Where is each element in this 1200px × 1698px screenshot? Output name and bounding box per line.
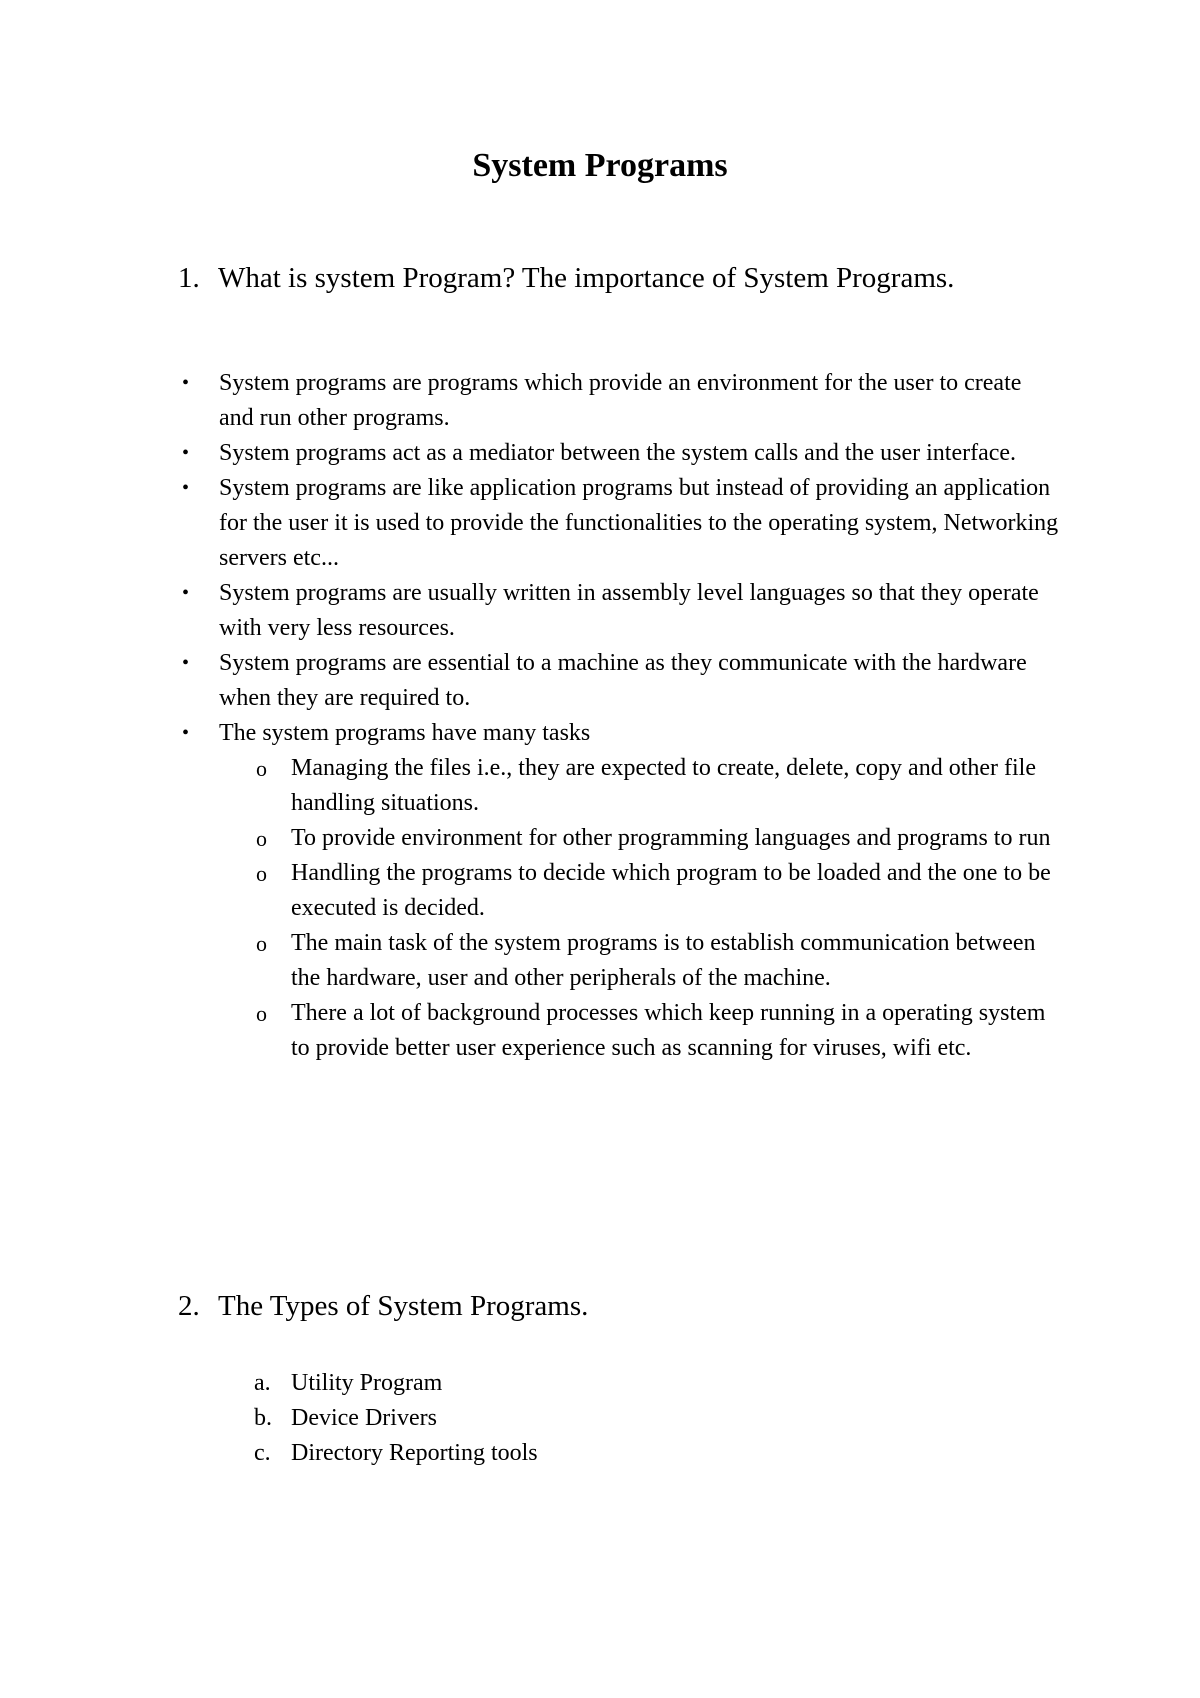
bullet-text: The system programs have many tasks [219, 720, 591, 746]
document-title: System Programs [472, 147, 728, 184]
bullet-marker: • [182, 582, 190, 604]
sub-bullet-marker: o [256, 1001, 267, 1026]
lettered-item [0, 1366, 991, 1401]
section-2-number: 2. [178, 1290, 200, 1322]
section-1-heading-text: What is system Program? The importance of System Programs. [218, 262, 955, 294]
sub-bullet-marker: o [256, 756, 267, 781]
bullet-marker: • [182, 652, 190, 674]
sub-bullet-marker: o [256, 826, 267, 851]
sub-bullet-text: The main task of the system programs is to establish communication between the hardware, user and other peripherals of the machine. [291, 930, 1036, 991]
bullet-marker: • [182, 442, 190, 464]
sub-bullet-item [219, 856, 1051, 926]
bullet-item [0, 576, 1059, 646]
item-letter: c. [254, 1440, 271, 1466]
lettered-item [0, 1401, 991, 1436]
sub-bullet-text: There a lot of background processes which keep running in a operating system to provide better user experience such as scanning for viruses, wifi etc. [291, 1000, 1046, 1061]
item-text: Directory Reporting tools [291, 1440, 538, 1466]
bullet-text: System programs are programs which provide an environment for the user to create and run other programs. [219, 370, 1022, 431]
section-2-heading-text: The Types of System Programs. [218, 1290, 589, 1322]
sub-bullet-marker: o [256, 861, 267, 886]
bullet-item [0, 471, 1059, 576]
sub-bullet-item [219, 821, 1051, 856]
types-lettered-list [0, 1366, 1200, 1471]
item-letter: a. [254, 1370, 271, 1396]
sub-bullet-marker: o [256, 931, 267, 956]
bullet-text: System programs act as a mediator between the system calls and the user interface. [219, 440, 1017, 466]
sub-bullet-item [219, 751, 1051, 821]
bullet-item [0, 436, 1059, 471]
sub-bullet-text: To provide environment for other programming languages and programs to run [291, 825, 1051, 851]
tasks-sub-list [219, 751, 1059, 1066]
sub-bullet-text: Handling the programs to decide which program to be loaded and the one to be executed is decided. [291, 860, 1051, 921]
bullet-item [0, 366, 1059, 436]
item-text: Utility Program [291, 1370, 443, 1396]
lettered-item [0, 1436, 991, 1471]
bullet-item-tasks [0, 716, 1059, 1066]
sub-bullet-item [219, 926, 1051, 996]
sub-bullet-item [219, 996, 1051, 1066]
section-1-number: 1. [178, 262, 200, 294]
bullet-marker: • [182, 722, 190, 744]
sub-bullet-text: Managing the files i.e., they are expected to create, delete, copy and other file handling situations. [291, 755, 1036, 816]
bullet-marker: • [182, 477, 190, 499]
bullet-item [0, 646, 1059, 716]
bullet-text: System programs are like application programs but instead of providing an application for the user it is used to provide the functionalities to the operating system, Networking servers etc... [219, 475, 1059, 571]
importance-bullet-list [0, 366, 1200, 1066]
item-letter: b. [254, 1405, 272, 1431]
bullet-text: System programs are usually written in assembly level languages so that they operate with very less resources. [219, 580, 1039, 641]
bullet-text: System programs are essential to a machine as they communicate with the hardware when they are required to. [219, 650, 1027, 711]
item-text: Device Drivers [291, 1405, 437, 1431]
bullet-marker: • [182, 372, 190, 394]
